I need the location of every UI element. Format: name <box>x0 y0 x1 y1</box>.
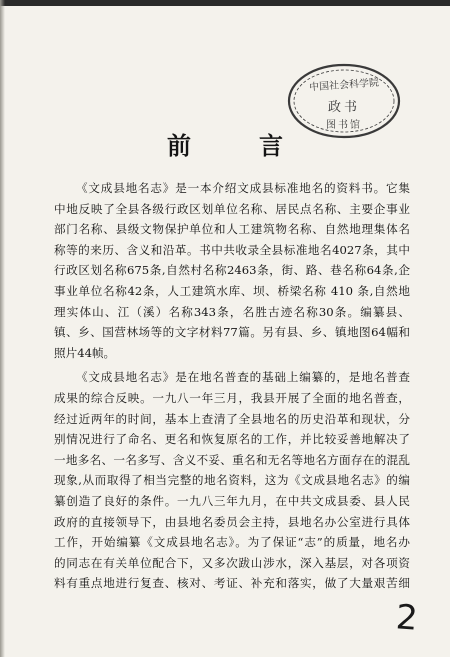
text-line: 政府的直接领导下，由县地名委员会主持，县地名办公室进行具体 <box>54 514 410 529</box>
text-line: 一地多名、一名多写、含义不妥、重名和无名等地名方面存在的混乱 <box>54 452 410 467</box>
scan-left-shadow <box>0 0 5 657</box>
page-title: 前 言 <box>167 132 305 160</box>
scan-top-edge <box>0 0 450 6</box>
text-line: 理实体山、江（溪）名称343条，名胜古迹名称30条。编纂县、 <box>54 304 410 319</box>
text-line: 《文成县地名志》是一本介绍文成县标准地名的资料书。它集 <box>76 181 410 195</box>
text-line: 经过近两年的时间，基本上查清了全县地名的历史沿革和现状，分 <box>54 411 410 426</box>
body-text <box>54 178 410 594</box>
text-line: 事业单位名称42条，人工建筑水库、坝、桥梁名称 410 条,自然地 <box>54 283 410 298</box>
text-line: 成果的综合反映。一九八一年三月，我县开展了全面的地名普查， <box>54 390 410 405</box>
text-line: 现象,从而取得了相当完整的地名资料，这为《文成县地名志》的编 <box>54 473 410 488</box>
text-line: 《文成县地名志》是在地名普查的基础上编纂的，是地名普查 <box>76 370 410 385</box>
text-line: 照片44帧。 <box>54 345 116 360</box>
text-line: 行政区划名称675条,自然村名称2463条，街、路、巷名称64条,企 <box>54 263 410 278</box>
text-line: 镇、乡、国营林场等的文字材料77篇。另有县、乡、镇地图64幅和 <box>54 325 410 340</box>
text-line: 料有重点地进行复查、核对、考证、补充和落实，做了大量艰苦细 <box>54 576 410 591</box>
text-line: 部门名称、县级文物保护单位和人工建筑物名称、自然地理集体名 <box>54 222 410 237</box>
text-line: 工作，开始编纂《文成县地名志》。为了保证“志”的质量，地名办 <box>54 535 410 550</box>
handwritten-page-number: 2 <box>394 597 420 639</box>
stamp-middle-text: 政书 <box>327 100 360 115</box>
stamp-top-text: 中国社会科学院 <box>308 77 380 94</box>
text-line: 别情况进行了命名、更名和恢复原名的工作，并比较妥善地解决了 <box>54 432 410 447</box>
text-line: 的同志在有关单位配合下，又多次跋山涉水，深入基层，对各项资 <box>54 555 410 570</box>
text-line: 称等的来历、含义和沿革。书中共收录全县标准地名4027条，其中 <box>54 242 410 257</box>
text-line: 中地反映了全县各级行政区划单位名称、居民点名称、主要企事业 <box>54 201 410 216</box>
text-line: 纂创造了良好的条件。一九八三年九月，在中共文成县委、县人民 <box>54 493 410 508</box>
stamp-bottom-text: 图书馆 <box>326 120 362 131</box>
